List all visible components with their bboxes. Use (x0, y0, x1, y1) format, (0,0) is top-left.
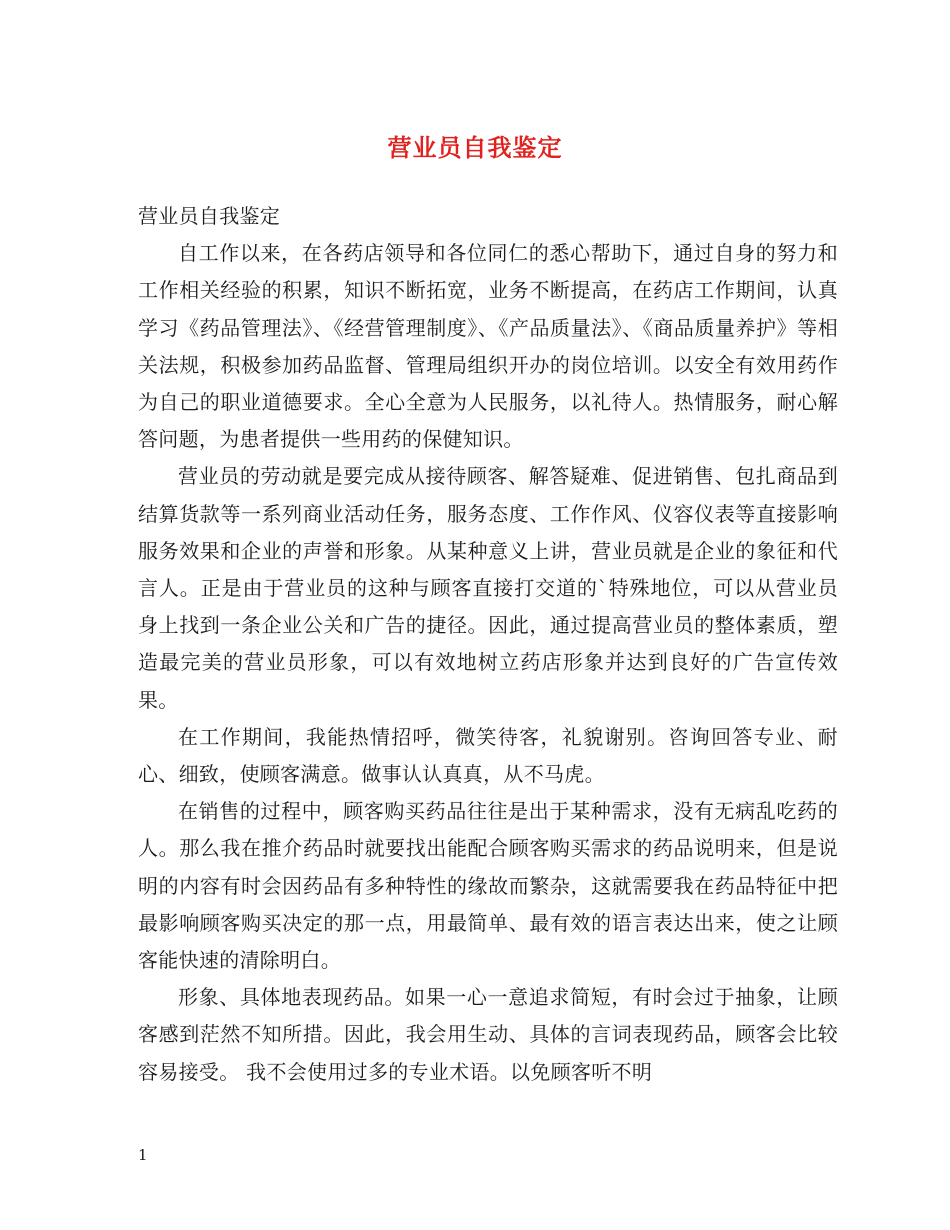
paragraph-1: 自工作以来，在各药店领导和各位同仁的悉心帮助下，通过自身的努力和工作相关经验的积累，知识不断拓宽，业务不断提高，在药店工作期间，认真学习《药品管理法》、《经营管理制度》、《产品质量法》、《商品质量养护》等相关法规，积极参加药品监督、管理局组织开办的岗位培训。以安全有效用药作为自己的职业道德要求。全心全意为人民服务，以礼待人。热情服务，耐心解答问题，为患者提供一些用药的保健知识。 (138, 241, 838, 452)
paragraph-4: 在销售的过程中，顾客购买药品往往是出于某种需求，没有无病乱吃药的人。那么我在推介药品时就要找出能配合顾客购买需求的药品说明来，但是说明的内容有时会因药品有多种特性的缘故而繁杂，这就需要我在药品特征中把最影响顾客购买决定的那一点，用最简单、最有效的语言表达出来，使之让顾客能快速的清除明白。 (138, 799, 838, 973)
paragraph-2: 营业员的劳动就是要完成从接待顾客、解答疑难、促进销售、包扎商品到结算货款等一系列商业活动任务，服务态度、工作作风、仪容仪表等直接影响服务效果和企业的声誉和形象。从某种意义上讲，营业员就是企业的象征和代言人。正是由于营业员的这种与顾客直接打交道的`特殊地位，可以从营业员身上找到一条企业公关和广告的捷径。因此，通过提高营业员的整体素质，塑造最完美的营业员形象，可以有效地树立药店形象并达到良好的广告宣传效果。 (138, 464, 838, 712)
document-body (138, 198, 838, 1091)
page-number: 1 (138, 1146, 148, 1164)
paragraph-3: 在工作期间，我能热情招呼，微笑待客，礼貌谢别。咨询回答专业、耐心、细致，使顾客满意。做事认认真真，从不马虎。 (138, 724, 838, 787)
subheading: 营业员自我鉴定 (138, 204, 281, 228)
paragraph-5: 形象、具体地表现药品。如果一心一意追求简短，有时会过于抽象，让顾客感到茫然不知所措。因此，我会用生动、具体的言词表现药品，顾客会比较容易接受。 我不会使用过多的专业术语。以免顾客听不明 (138, 985, 838, 1084)
document-title: 营业员自我鉴定 (387, 133, 563, 162)
